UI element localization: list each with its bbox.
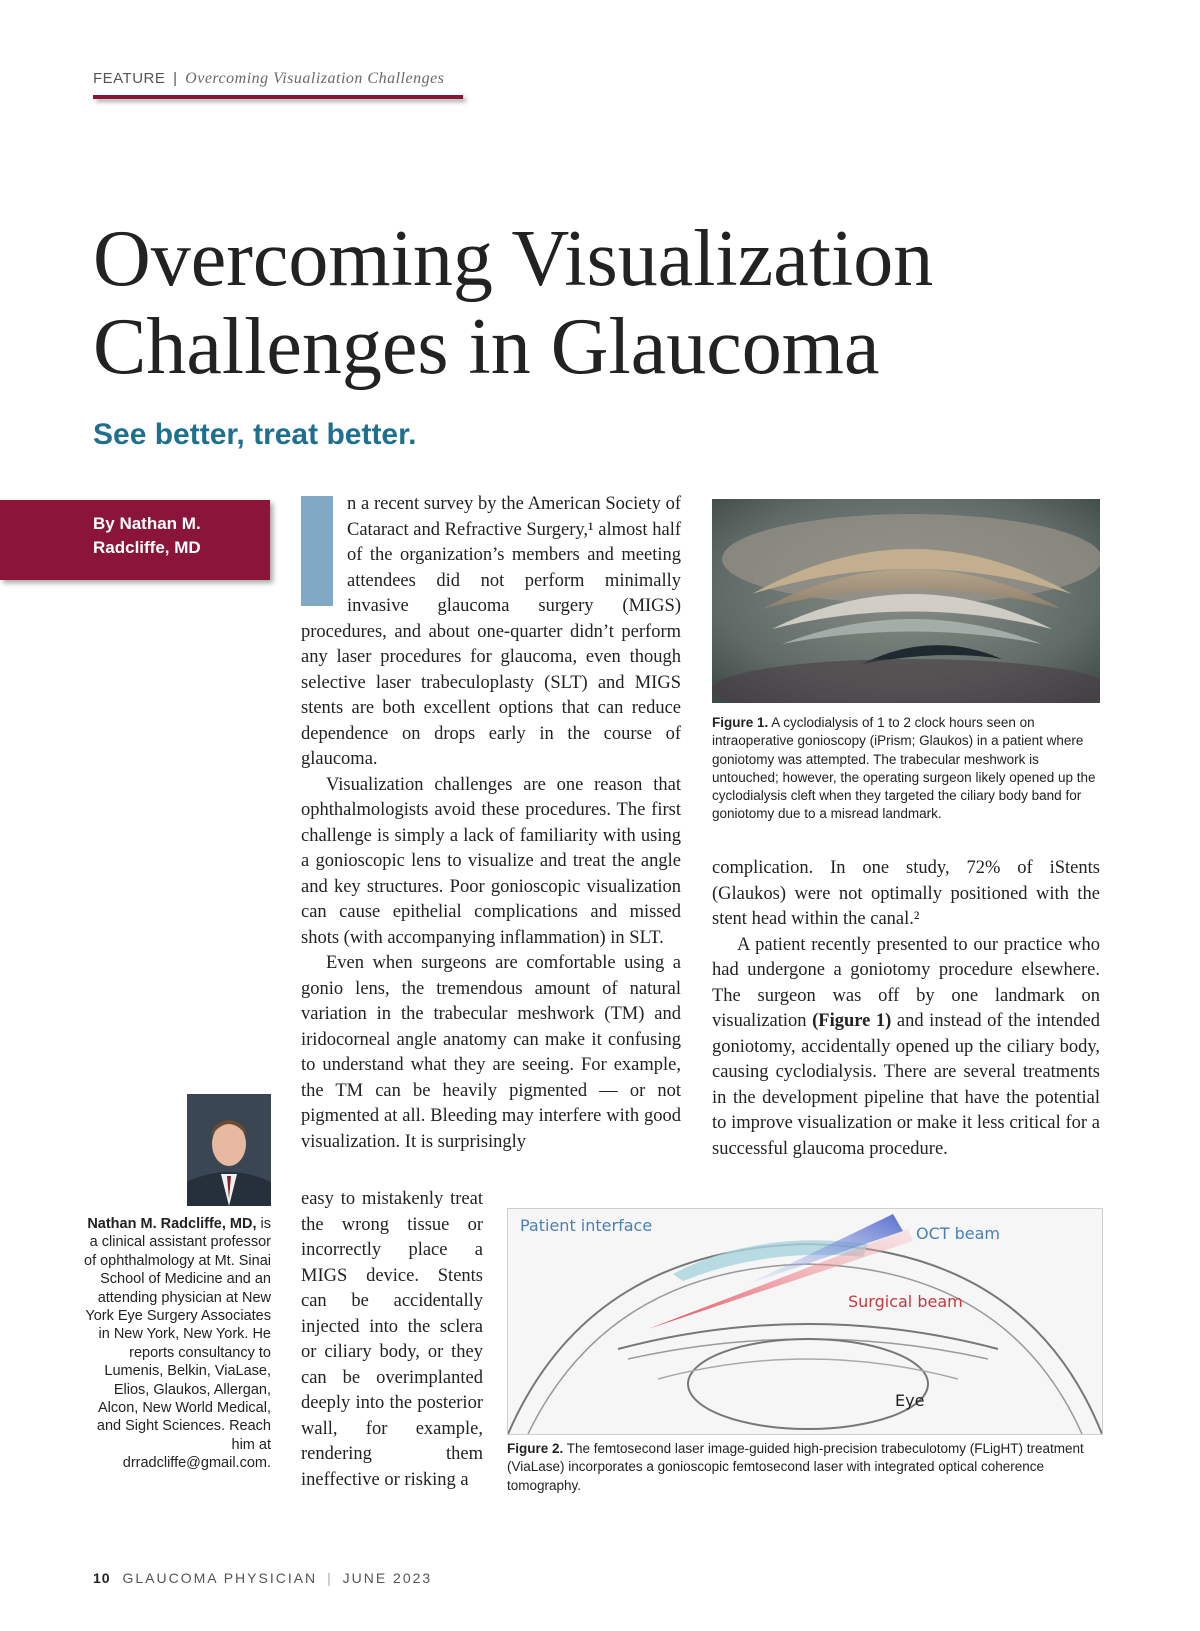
paragraph-5 [712, 933, 1100, 1163]
running-title: Overcoming Visualization Challenges [185, 70, 445, 87]
paragraph-5-part-a: A patient recently presented to our practice who had undergone a goniotomy procedure elsewhere. The surgeon was off by one landmark on visualization [712, 934, 1100, 1031]
figure-2-diagram [507, 1208, 1103, 1435]
paragraph-4: complication. In one study, 72% of iStents (Glaukos) were not optimally positioned with the stent head within the canal.² [712, 858, 1100, 929]
title-line-1: Overcoming Visualization [93, 215, 934, 303]
page-number: 10 [93, 1570, 111, 1586]
drop-cap-letter [301, 496, 333, 606]
article-subtitle: See better, treat better. [93, 418, 417, 451]
patient-interface-label: Patient interface [520, 1216, 653, 1235]
article-title [93, 215, 1153, 391]
byline-box [0, 500, 270, 580]
paragraph-1: n a recent survey by the American Society of Cataract and Refractive Surgery,¹ almost half of the organization’s members and meeting attendees did not perform minimally invasive glaucoma surgery (MIGS) procedures, and about one-quarter didn’t perform any laser procedures for glaucoma, even though selective laser trabeculoplasty (SLT) and MIGS stents are both excellent options that can reduce dependence on drops early in the course of glaucoma. [301, 494, 681, 769]
body-column-2 [712, 856, 1100, 1162]
paragraph-3: Even when surgeons are comfortable using a gonio lens, the tremendous amount of natural variation in the trabecular meshwork (TM) and iridocorneal angle anatomy can make it confusing to understand what they are seeing. For example, the TM can be heavily pigmented — or not pigmented at all. Bleeding may interfere with good visualization. It is surprisingly [301, 953, 681, 1152]
figure-2-label: Figure 2. [507, 1441, 564, 1456]
paragraph-2: Visualization challenges are one reason that ophthalmologists avoid these procedures. The first challenge is simply a lack of familiarity with using a gonioscopic lens to visualize and treat the angle and key structures. Poor gonioscopic visualization can cause epithelial complications and missed shots (with accompanying inflammation) in SLT. [301, 774, 681, 948]
figure-1-image [712, 499, 1100, 703]
figure-2-caption-text: The femtosecond laser image-guided high-precision trabeculotomy (FLigHT) treatment (ViaLase) incorporates a gonioscopic femtosecond laser with integrated optical coherence tomography. [507, 1441, 1084, 1493]
figure-1-caption-text: A cyclodialysis of 1 to 2 clock hours seen on intraoperative gonioscopy (iPrism; Glaukos) in a patient where goniotomy was attempted. The trabecular meshwork is untouched; however, the operating surgeon likely opened up the cyclodialysis cleft when they targeted the ciliary body band for goniotomy due to a misread landmark. [712, 715, 1096, 822]
body-column-1 [301, 492, 681, 1155]
body-column-1-continued [301, 1187, 483, 1493]
gonioscopy-photo [712, 499, 1100, 703]
author-name: Nathan M. Radcliffe, MD, [87, 1216, 257, 1232]
page-footer [93, 1570, 432, 1586]
figure-1-reference: (Figure 1) [812, 1011, 892, 1031]
paragraph-5-part-b: and instead of the intended goniotomy, accidentally opened up the ciliary body, causing cyclodialysis. There are several treatments in the development pipeline that have the potential to improve visualization or make it less critical for a successful glaucoma procedure. [712, 1011, 1101, 1159]
flight-laser-diagram [508, 1209, 1102, 1434]
issue-date: JUNE 2023 [342, 1570, 433, 1586]
figure-1-label: Figure 1. [712, 715, 769, 730]
author-photo [187, 1094, 271, 1206]
author-bio [80, 1215, 271, 1473]
drop-cap [301, 496, 333, 606]
kicker-separator: | [173, 70, 178, 87]
byline-text: By Nathan M. Radcliffe, MD [93, 514, 201, 557]
kicker-rule [93, 95, 463, 99]
author-bio-text: is a clinical assistant professor of ophthalmology at Mt. Sinai School of Medicine and an attending physician at New York Eye Surgery Associates in New York, New York. He reports consultancy to Lumenis, Belkin, ViaLase, Elios, Glaukos, Allergan, Alcon, New World Medical, and Sight Sciences. Reach him at drradcliffe@gmail.com. [84, 1216, 271, 1472]
author-headshot [187, 1094, 271, 1206]
eye-label: Eye [895, 1391, 925, 1410]
title-line-2: Challenges in Glaucoma [93, 303, 880, 391]
surgical-beam-label: Surgical beam [848, 1292, 963, 1311]
figure-2-caption [507, 1440, 1107, 1495]
figure-1-caption [712, 714, 1100, 824]
section-label: FEATURE [93, 70, 166, 87]
section-kicker [93, 70, 444, 88]
footer-separator: | [327, 1570, 333, 1586]
paragraph-3-continued: easy to mistakenly treat the wrong tissue or incorrectly place a MIGS device. Stents can be accidentally injected into the sclera or ciliary body, or they can be overimplanted deeply into the posterior wall, for example, rendering them ineffective or risking a [301, 1189, 483, 1490]
publication-name: GLAUCOMA PHYSICIAN [122, 1570, 318, 1586]
oct-beam-label: OCT beam [916, 1224, 1001, 1243]
